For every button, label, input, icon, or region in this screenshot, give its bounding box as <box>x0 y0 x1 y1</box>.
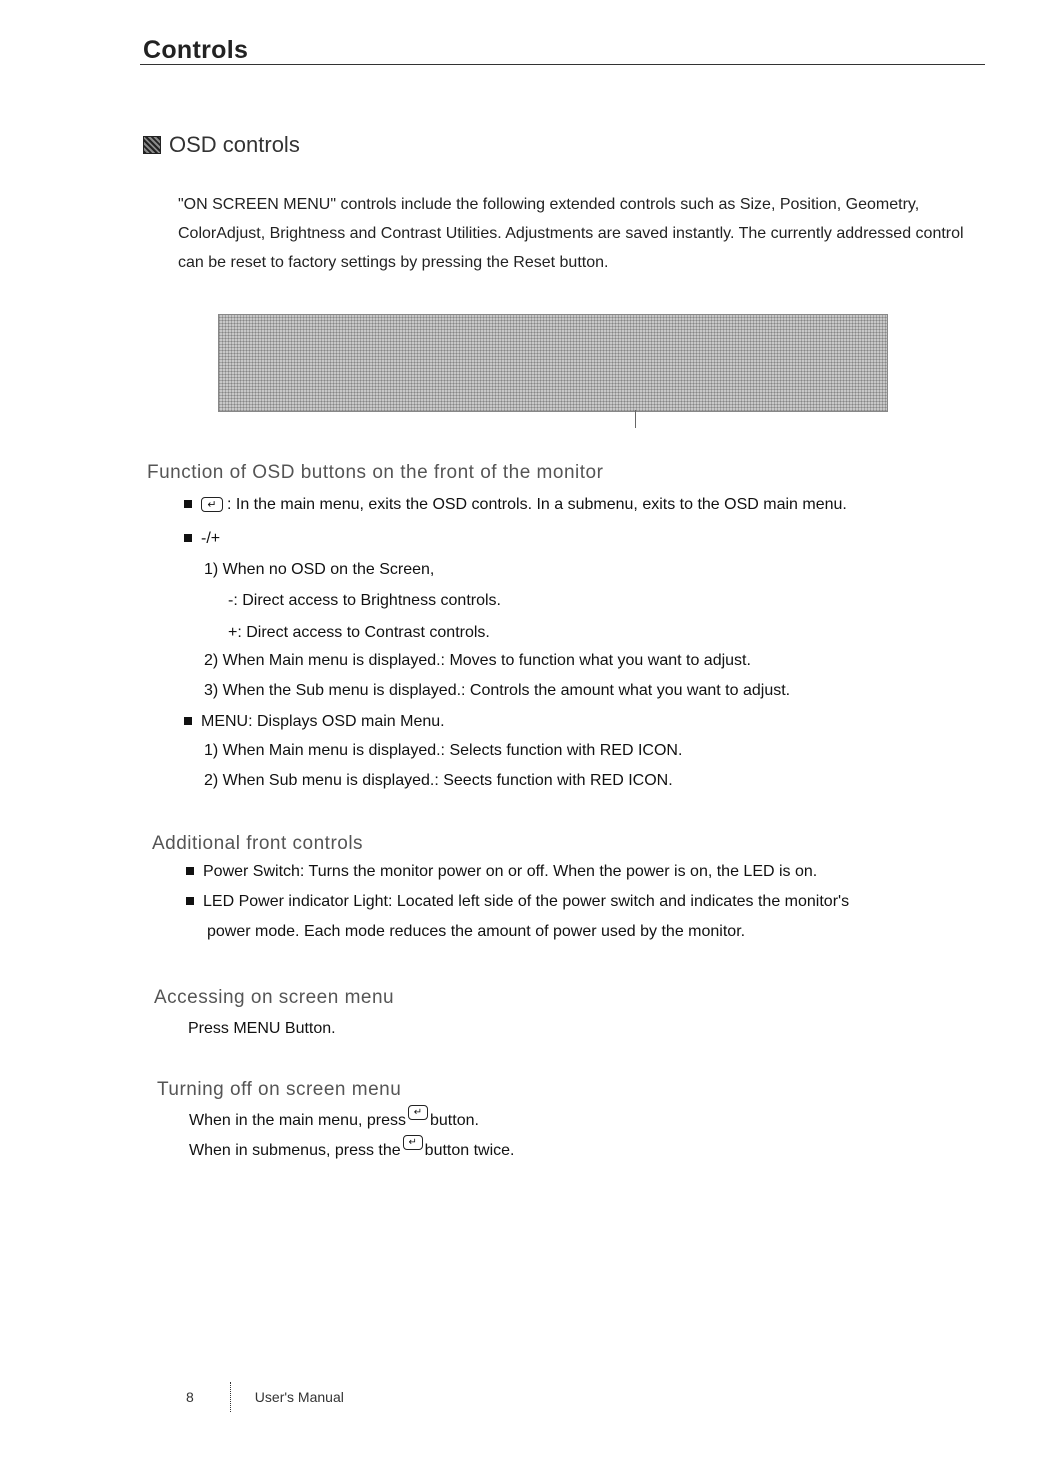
turning-off-line-2-pre: When in submenus, press the <box>189 1142 401 1159</box>
bullet-icon <box>184 500 192 508</box>
enter-button-item <box>184 496 847 514</box>
minus-plus-label: -/+ <box>201 530 221 547</box>
enter-key-icon: ↵ <box>403 1135 423 1150</box>
page-title: Controls <box>143 36 249 64</box>
section-square-icon <box>143 136 161 154</box>
additional-controls-heading: Additional front controls <box>152 833 364 854</box>
function-heading: Function of OSD buttons on the front of the monitor <box>147 462 604 483</box>
osd-controls-heading-text: OSD controls <box>169 132 300 157</box>
turning-off-heading: Turning off on screen menu <box>157 1079 402 1100</box>
bullet-icon <box>186 897 194 905</box>
title-divider <box>140 64 985 65</box>
turning-off-line-1 <box>189 1107 479 1130</box>
page-number: 8 <box>186 1389 194 1405</box>
accessing-text: Press MENU Button. <box>188 1020 336 1037</box>
menu-item <box>184 713 445 731</box>
minus-plus-item <box>184 530 220 548</box>
led-indicator-item <box>186 893 849 911</box>
footer-label: User's Manual <box>254 1389 344 1405</box>
menu-label: MENU: Displays OSD main Menu. <box>201 713 445 730</box>
footer-divider <box>230 1382 231 1412</box>
accessing-heading: Accessing on screen menu <box>154 987 395 1008</box>
enter-key-icon: ↵ <box>408 1105 428 1120</box>
mp-item-2: 2) When Main menu is displayed.: Moves to function what you want to adjust. <box>204 652 751 669</box>
menu-item-1: 1) When Main menu is displayed.: Selects function with RED ICON. <box>204 742 683 759</box>
bullet-icon <box>184 717 192 725</box>
power-switch-item <box>186 863 817 881</box>
enter-key-icon: ↵ <box>201 497 223 512</box>
osd-intro-paragraph: "ON SCREEN MENU" controls include the following extended controls such as Size, Position, Geometry, ColorAdjust, Brightness and Contrast Utilities. Adjustments are saved instantly. The currently addressed control can be reset to factory settings by pressing the Reset button. <box>178 196 964 271</box>
bullet-icon <box>186 867 194 875</box>
turning-off-line-2-post: button twice. <box>424 1142 515 1159</box>
panel-marker <box>635 410 636 428</box>
turning-off-line-1-pre: When in the main menu, press <box>189 1112 406 1129</box>
turning-off-line-2 <box>189 1137 515 1160</box>
power-switch-desc: Power Switch: Turns the monitor power on or off. When the power is on, the LED is on. <box>203 863 818 880</box>
mp-item-3: 3) When the Sub menu is displayed.: Controls the amount what you want to adjust. <box>204 682 791 699</box>
osd-button-panel-image <box>218 314 888 412</box>
mp-item-1-plus: +: Direct access to Contrast controls. <box>228 624 490 641</box>
osd-controls-heading <box>143 132 300 158</box>
led-indicator-desc: LED Power indicator Light: Located left side of the power switch and indicates the monitor's <box>203 893 850 910</box>
turning-off-line-1-post: button. <box>430 1112 479 1129</box>
enter-button-desc: : In the main menu, exits the OSD controls. In a submenu, exits to the OSD main menu. <box>227 496 847 513</box>
menu-item-2: 2) When Sub menu is displayed.: Seects function with RED ICON. <box>204 772 673 789</box>
led-indicator-desc-cont: power mode. Each mode reduces the amount of power used by the monitor. <box>207 923 746 940</box>
mp-item-1: 1) When no OSD on the Screen, <box>204 561 435 578</box>
mp-item-1-minus: -: Direct access to Brightness controls. <box>228 592 501 609</box>
page-footer <box>186 1382 344 1412</box>
bullet-icon <box>184 534 192 542</box>
